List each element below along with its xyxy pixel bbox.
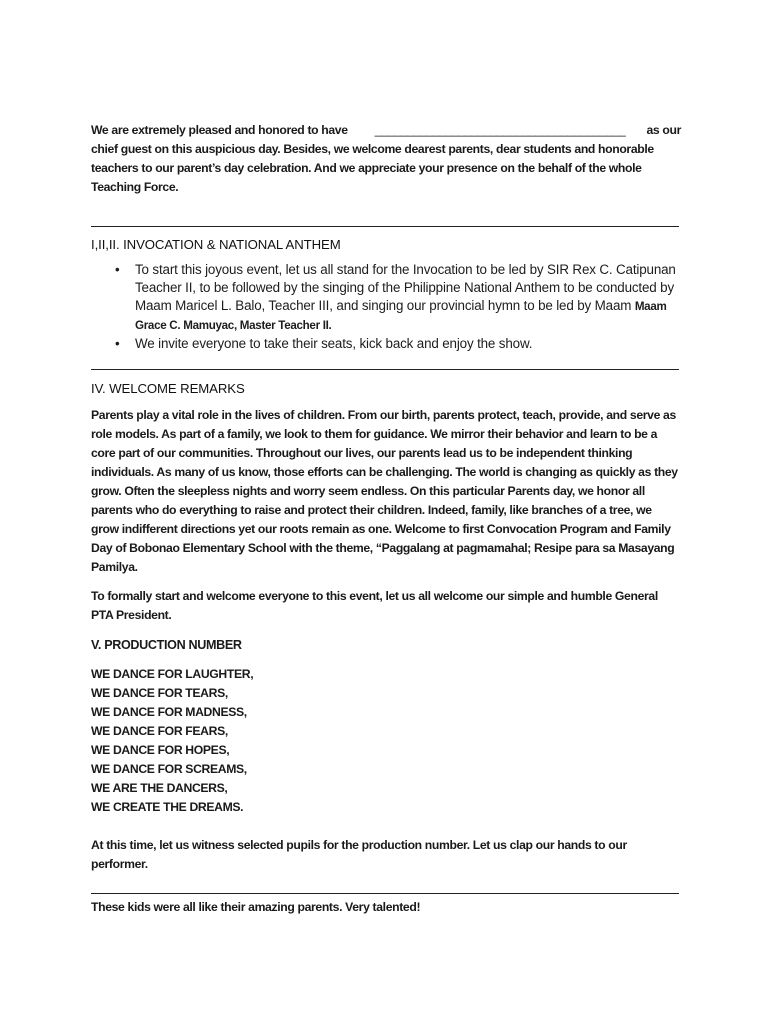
poem-line: WE DANCE FOR FEARS, [91, 724, 228, 738]
document-page [91, 121, 679, 917]
poem-line: WE DANCE FOR SCREAMS, [91, 762, 247, 776]
production-closing: At this time, let us witness selected pupils for the production number. Let us clap our hands to our performer. [91, 838, 627, 871]
seating-text: We invite everyone to take their seats, kick back and enjoy the show. [135, 336, 533, 351]
poem-line: WE DANCE FOR HOPES, [91, 743, 230, 757]
welcome-remarks-heading: IV. WELCOME REMARKS [91, 381, 245, 396]
hymn-leader: Maam Grace C. Mamuyac, Master Teacher II. [135, 300, 667, 332]
list-item [91, 261, 679, 335]
invocation-list [91, 261, 679, 353]
poem-line: WE DANCE FOR LAUGHTER, [91, 667, 254, 681]
guest-name-blank: _______________________________________ [374, 123, 626, 137]
welcome-paragraph: Parents play a vital role in the lives of children. From our birth, parents protect, teach, provide, and serve as role models. As part of a family, we look to them for guidance. We mirror their behavior and learn to be a core part of our communities. Throughout our lives, our parents lead us to be independent thinking individuals. As many of us know, those efforts can be challenging. The world is changing as quickly as they grow. Often the sleepless nights and worry seem endless. On this particular Parents day, we honor all parents who do everything to raise and protect their children. Indeed, family, like branches of a tree, we grow indifferent directions yet our roots remain as one. Welcome to first Convocation Program and Family Day of Bobonao Elementary School with the theme, “Paggalang at pagmamahal; Resipe para sa Masayang Pamilya. [91, 408, 678, 574]
intro-before-blank: We are extremely pleased and honored to have [91, 123, 348, 137]
poem-line: WE DANCE FOR TEARS, [91, 686, 228, 700]
intro-rest: chief guest on this auspicious day. Besides, we welcome dearest parents, dear students and honorable teachers to our parent’s day celebration. And we appreciate your presence on the behalf of the whole Teaching Force. [91, 142, 654, 194]
list-item [91, 335, 679, 353]
invocation-text: To start this joyous event, let us all stand for the Invocation to be led by SIR Rex C. Catipunan Teacher II, to be followed by the singing of the Philippine National Anthem to be conducted by Maam Maricel L. Balo, Teacher III, and singing our provincial hymn to be led by Maam [135, 262, 676, 313]
dance-poem [91, 665, 679, 817]
pta-paragraph: To formally start and welcome everyone to this event, let us all welcome our simple and humble General PTA President. [91, 589, 658, 622]
poem-line: WE ARE THE DANCERS, [91, 781, 228, 795]
welcome-remarks-body [91, 406, 679, 625]
footer-note: These kids were all like their amazing parents. Very talented! [91, 900, 421, 914]
bullet-icon: • [115, 336, 120, 351]
invocation-heading: I,II,II. INVOCATION & NATIONAL ANTHEM [91, 237, 341, 252]
production-heading: V. PRODUCTION NUMBER [91, 638, 242, 652]
bullet-icon: • [115, 262, 120, 277]
poem-line: WE CREATE THE DREAMS. [91, 800, 244, 814]
poem-line: WE DANCE FOR MADNESS, [91, 705, 247, 719]
intro-paragraph [91, 121, 681, 197]
intro-after-blank: as our [646, 123, 681, 137]
